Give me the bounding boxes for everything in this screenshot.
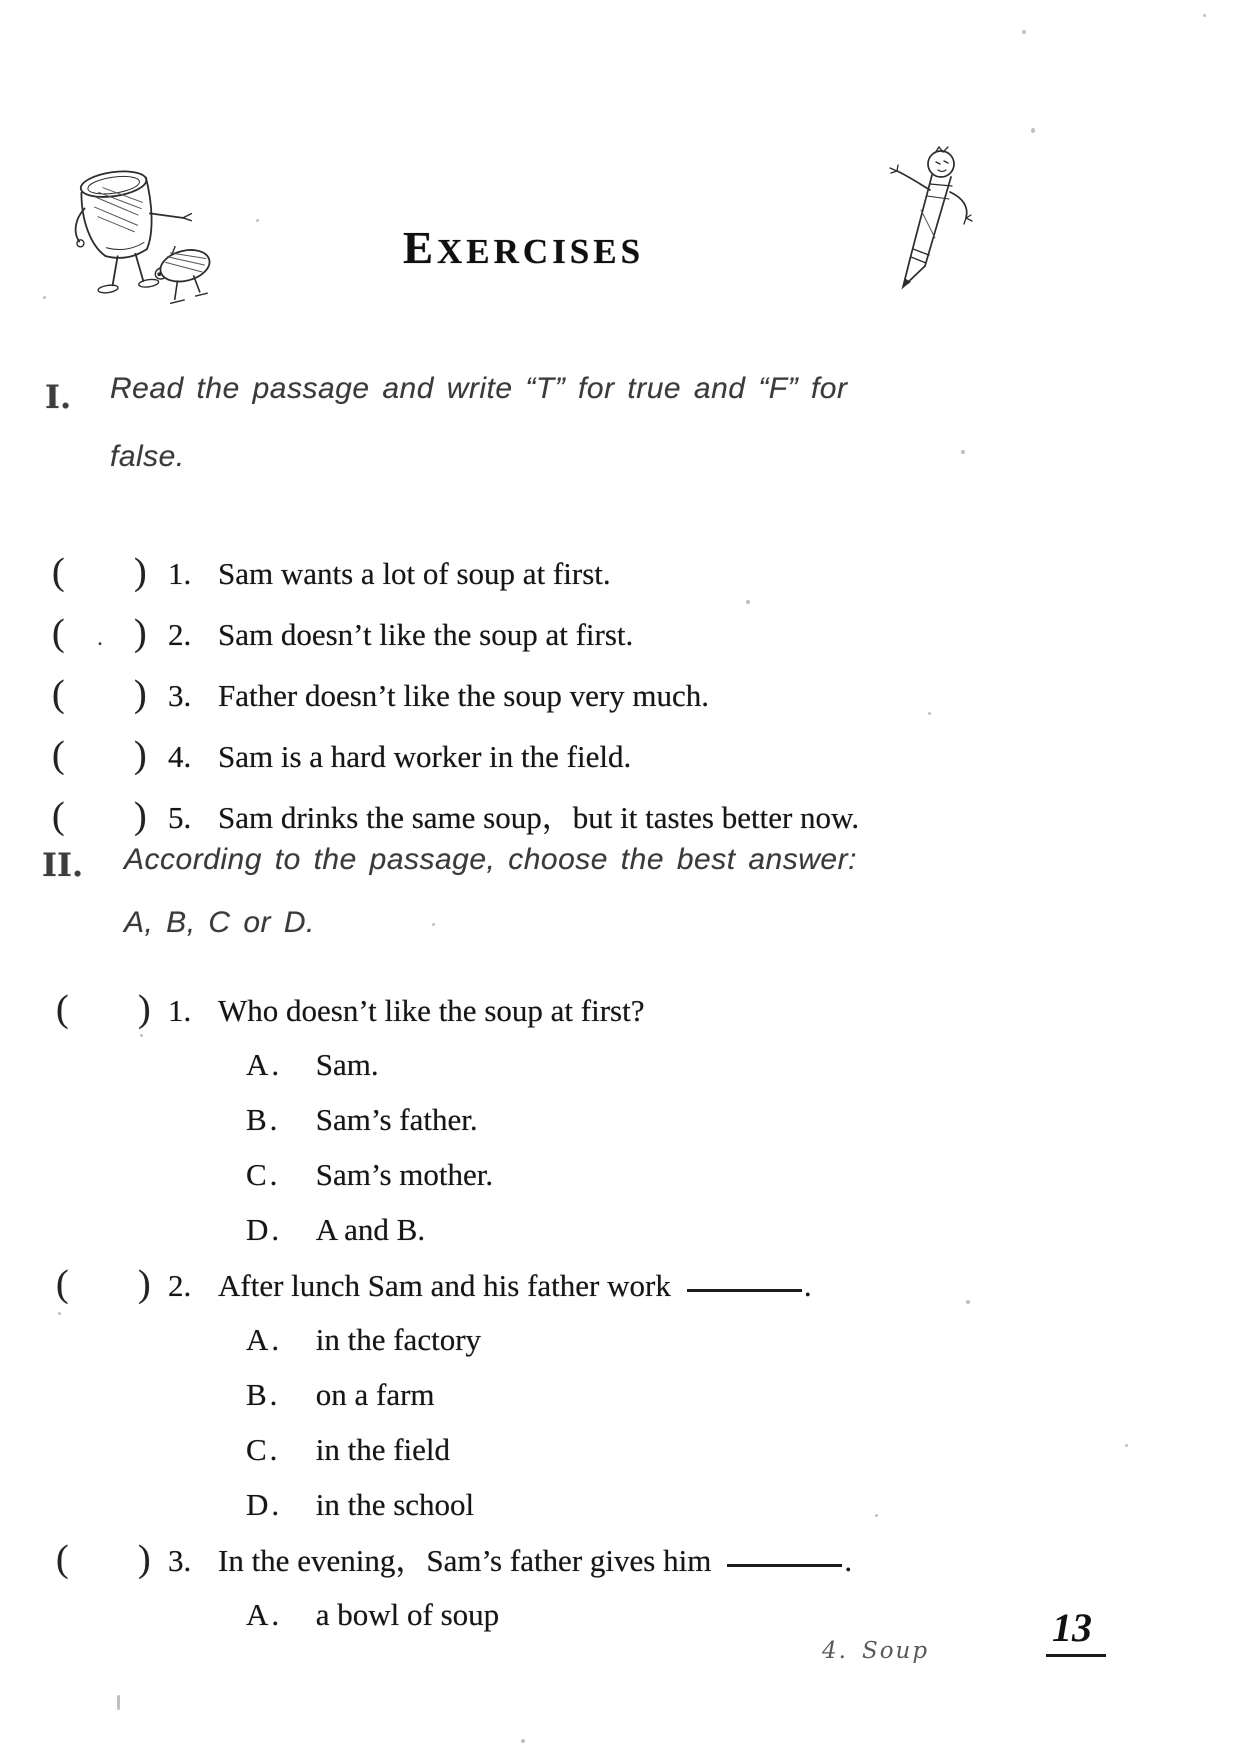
scan-speck (875, 1514, 878, 1517)
paren-left: ( (52, 734, 65, 776)
scan-speck (1031, 128, 1035, 133)
paren-left: ( (56, 1538, 69, 1580)
paren-right: ) (134, 551, 147, 593)
option-letter: B. (246, 1377, 281, 1412)
page-number-underline (1046, 1654, 1106, 1657)
option-row (0, 1312, 1241, 1367)
footer-lesson (822, 1638, 929, 1664)
section-two-instruction-line2: A, B, C or D. (124, 906, 315, 939)
question-number: 2. (168, 1268, 192, 1303)
option-text: in the factory (315, 1322, 482, 1357)
item-statement: Sam drinks the same soup，but it tastes better now. (218, 800, 860, 835)
option-row (0, 1202, 1241, 1257)
true-false-list (0, 542, 1241, 847)
pencil-character-illustration (880, 140, 982, 290)
item-statement: Sam doesn’t like the soup at first. (218, 617, 634, 652)
option-text: in the school (315, 1487, 475, 1522)
section-one-numeral: I. (45, 378, 72, 416)
option-row (0, 1422, 1241, 1477)
item-number: 1. (168, 556, 192, 591)
option-row (0, 1092, 1241, 1147)
option-row (0, 1147, 1241, 1202)
after-blank-punctuation: . (844, 1543, 853, 1578)
lesson-title: Soup (861, 1638, 930, 1664)
scan-speck (1125, 1444, 1128, 1447)
option-text: in the field (315, 1432, 451, 1467)
option-row (0, 1037, 1241, 1092)
scan-speck (58, 1312, 61, 1315)
paren-left: ( (52, 612, 65, 654)
paren-right: ) (138, 1263, 151, 1305)
page-title: EXERCISES (403, 223, 645, 273)
page-number: 13 (1052, 1605, 1092, 1650)
true-false-item (0, 725, 1241, 786)
section-two-numeral: II. (42, 846, 84, 884)
item-number: 4. (168, 739, 192, 774)
question-text: Who doesn’t like the soup at first? (218, 993, 645, 1028)
answer-space: . (97, 625, 103, 650)
item-statement: Father doesn’t like the soup very much. (218, 678, 710, 713)
option-letter: A. (246, 1597, 283, 1632)
true-false-item (0, 603, 1241, 664)
scan-speck (966, 1300, 970, 1304)
option-letter: C. (246, 1157, 281, 1192)
scan-speck (746, 600, 750, 604)
cup-and-pig-illustration (62, 156, 220, 304)
paren-right: ) (134, 673, 147, 715)
scan-speck (961, 450, 965, 454)
paren-right: ) (138, 1538, 151, 1580)
question-number: 3. (168, 1543, 192, 1578)
question-row (0, 1257, 1241, 1312)
item-statement: Sam is a hard worker in the field. (218, 739, 632, 774)
scan-speck (928, 712, 931, 715)
paren-left: ( (56, 988, 69, 1030)
multiple-choice-list (0, 982, 1241, 1642)
item-statement: Sam wants a lot of soup at first. (218, 556, 611, 591)
option-letter: D. (246, 1212, 283, 1247)
question-row (0, 982, 1241, 1037)
option-text: a bowl of soup (315, 1597, 500, 1632)
item-number: 5. (168, 800, 192, 835)
item-number: 3. (168, 678, 192, 713)
scan-speck (256, 219, 259, 222)
paren-right: ) (134, 612, 147, 654)
scan-speck (1203, 14, 1206, 17)
scan-speck (1022, 30, 1026, 34)
paren-left: ( (52, 795, 65, 837)
paren-left: ( (56, 1263, 69, 1305)
option-text: on a farm (315, 1377, 435, 1412)
section-two-instruction-line1: According to the passage, choose the best answer: (124, 843, 857, 876)
after-blank-punctuation: . (803, 1268, 812, 1303)
scan-speck (43, 296, 46, 299)
option-text: Sam. (315, 1047, 379, 1082)
question-text: In the evening，Sam’s father gives him (218, 1543, 712, 1578)
scan-speck (521, 1739, 525, 1743)
option-letter: A. (246, 1047, 283, 1082)
paren-left: ( (52, 673, 65, 715)
true-false-item (0, 786, 1241, 847)
question-text: After lunch Sam and his father work (218, 1268, 671, 1303)
section-one-instruction-line2: false. (110, 440, 185, 473)
true-false-item (0, 542, 1241, 603)
option-letter: D. (246, 1487, 283, 1522)
option-letter: B. (246, 1102, 281, 1137)
paren-right: ) (134, 795, 147, 837)
paren-left: ( (52, 551, 65, 593)
scan-speck (432, 923, 435, 926)
lesson-number: 4. (822, 1638, 848, 1664)
paren-right: ) (134, 734, 147, 776)
paren-right: ) (138, 988, 151, 1030)
fill-in-blank-line (727, 1558, 842, 1567)
item-number: 2. (168, 617, 192, 652)
question-number: 1. (168, 993, 192, 1028)
option-text: Sam’s mother. (315, 1157, 494, 1192)
fill-in-blank-line (687, 1283, 802, 1292)
option-letter: A. (246, 1322, 283, 1357)
question-row (0, 1532, 1241, 1587)
option-text: Sam’s father. (315, 1102, 478, 1137)
option-row (0, 1367, 1241, 1422)
scan-speck (140, 1034, 143, 1037)
section-one-instruction-line1: Read the passage and write “T” for true and “F” for (110, 372, 848, 405)
scan-speck (117, 1695, 120, 1710)
option-row (0, 1477, 1241, 1532)
option-text: A and B. (315, 1212, 426, 1247)
true-false-item (0, 664, 1241, 725)
option-letter: C. (246, 1432, 281, 1467)
